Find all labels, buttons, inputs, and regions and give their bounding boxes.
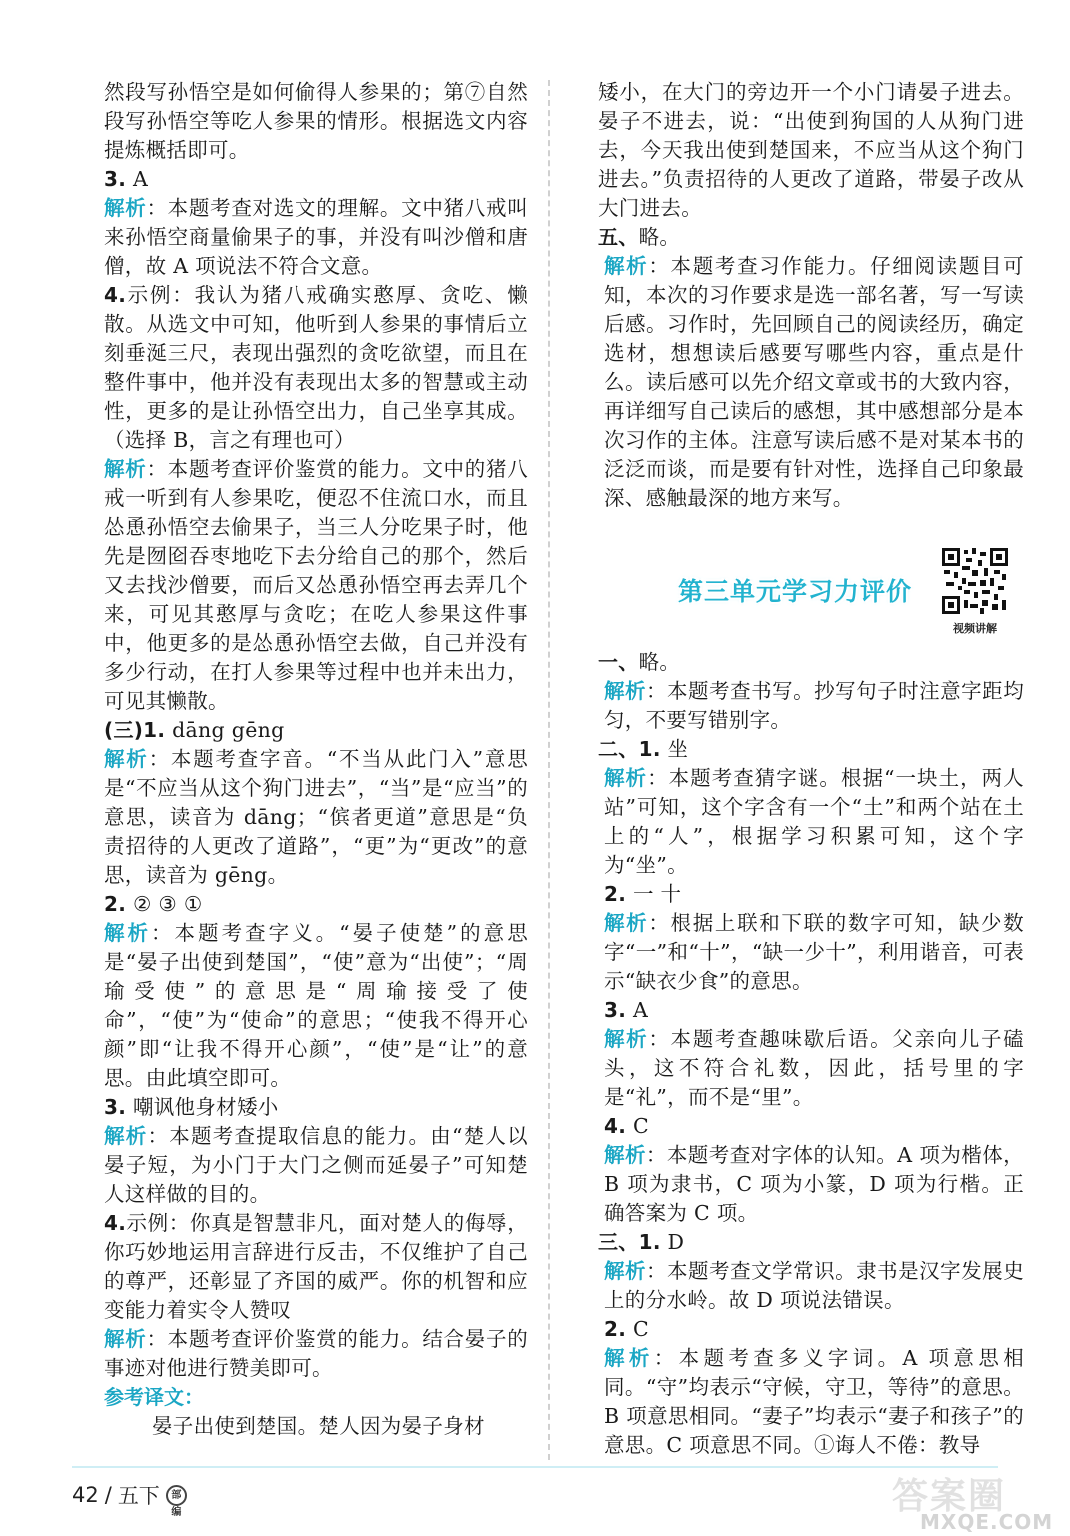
analysis-text: ：本题考查趣味歇后语。父亲向儿子磕头，这不符合礼数，因此，括号里的字是“礼”，而不是“里”。 xyxy=(604,1027,1024,1109)
question-number: 3. xyxy=(104,1095,127,1119)
answer-line xyxy=(598,648,1024,677)
analysis-line xyxy=(598,1344,1024,1460)
watermark-en: MXQE.COM xyxy=(920,1510,1054,1534)
answer-text: 示例：你真是智慧非凡，面对楚人的侮辱，你巧妙地运用言辞进行反击，不仅维护了自己的尊严，还彰显了齐国的威严。你的机智和应变能力着实令人赞叹 xyxy=(104,1211,528,1322)
analysis-label: 解析 xyxy=(604,911,649,935)
answer-line xyxy=(104,281,528,455)
analysis-text: ：本题考查字音。“不当从此门入”意思是“不应当从这个狗门进去”，“当”是“应当”的意思，读音为 dāng；“傧者更道”意思是“负责招待的人更改了道路”，“更”为“更改”的意思，读音为 gēng。 xyxy=(104,747,529,887)
question-number: 2. xyxy=(604,1317,627,1341)
answer-line xyxy=(598,1315,1024,1344)
analysis-label: 解析 xyxy=(604,1027,649,1051)
answer-text: ② ③ ① xyxy=(126,892,203,916)
answer-line xyxy=(598,996,1024,1025)
analysis-text: ：本题考查对选文的理解。文中猪八戒叫来孙悟空商量偷果子的事，并没有叫沙僧和唐僧，故 A 项说法不符合文意。 xyxy=(104,196,528,278)
qr-label: 视频讲解 xyxy=(953,622,997,635)
answer-line xyxy=(598,1228,1024,1257)
analysis-text: ：本题考查习作能力。仔细阅读题目可知，本次的习作要求是选一部名著，写一写读后感。习作时，先回顾自己的阅读经历，确定选材，想想读后感要写哪些内容，重点是什么。读后感可以先介绍文章或书的大致内容，再详细写自己读后的感想，其中感想部分是本次习作的主体。注意写读后感不是对某本书的泛泛而谈，而是要有针对性，选择自己印象最深、感触最深的地方来写。 xyxy=(604,254,1024,510)
answer-text: D xyxy=(660,1230,685,1254)
analysis-line xyxy=(104,919,528,1093)
section-title: 第三单元学习力评价 xyxy=(677,577,912,606)
answer-line xyxy=(104,1209,528,1325)
analysis-line xyxy=(104,745,528,890)
analysis-text: ：本题考查书写。抄写句子时注意字距均匀，不要写错别字。 xyxy=(604,679,1024,732)
edition-badge: 部编 xyxy=(166,1485,187,1506)
translation-text: 晏子出使到楚国。楚人因为晏子身材 xyxy=(152,1414,485,1438)
analysis-label: 解析 xyxy=(604,1346,654,1370)
answer-text: dāng gēng xyxy=(165,718,285,742)
question-number: 三、1. xyxy=(598,1230,661,1254)
answer-text: 示例：我认为猪八戒确实憨厚、贪吃、懒散。从选文中可知，他听到人参果的事情后立刻垂涎三尺，表现出强烈的贪吃欲望，而且在整件事中，他并没有表现出太多的智慧或主动性，更多的是让孙悟空出力，自己坐享其成。（选择 B，言之有理也可） xyxy=(104,283,528,452)
answer-text: A xyxy=(126,167,149,191)
analysis-label: 解析 xyxy=(104,1124,148,1148)
analysis-line xyxy=(104,1325,528,1383)
analysis-text: ：本题考查评价鉴赏的能力。结合晏子的事迹对他进行赞美即可。 xyxy=(104,1327,528,1380)
analysis-text: ：本题考查多义字词。A 项意思相同。“守”均表示“守候，守卫，等待”的意思。B 项意思相同。“妻子”均表示“妻子和孩子”的意思。C 项意思不同。①诲人不倦：教导 xyxy=(604,1346,1024,1457)
question-number: 3. xyxy=(104,167,127,191)
analysis-line xyxy=(104,194,528,281)
answer-line xyxy=(104,890,528,919)
left-column xyxy=(104,78,528,1441)
qr-code-icon[interactable] xyxy=(942,548,1008,614)
body-text: 然段写孙悟空是如何偷得人参果的；第⑦自然段写孙悟空等吃人参果的情形。根据选文内容提炼概括即可。 xyxy=(104,80,528,162)
right-column-bottom xyxy=(598,648,1024,1460)
analysis-label: 解析 xyxy=(604,766,648,790)
analysis-text: ：本题考查评价鉴赏的能力。文中的猪八戒一听到有人参果吃，便忍不住流口水，而且怂恿孙悟空去偷果子，当三人分吃果子时，他先是囫囵吞枣地吃下去分给自己的那个，然后又去找沙僧要，而后又怂恿孙悟空再去弄几个来，可见其憨厚与贪吃；在吃人参果这件事中，他更多的是怂恿孙悟空去做，自己并没有多少行动，在打人参果等过程中也并未出力，可见其懒散。 xyxy=(104,457,528,713)
right-column-top xyxy=(598,78,1024,513)
answer-line xyxy=(598,1112,1024,1141)
column-divider xyxy=(548,80,550,1460)
question-number: 4. xyxy=(604,1114,627,1138)
answer-line xyxy=(104,165,528,194)
analysis-text: ：根据上联和下联的数字可知，缺少数字“一”和“十”，“缺一少十”，利用谐音，可表示“缺衣少食”的意思。 xyxy=(604,911,1024,993)
analysis-line xyxy=(598,1025,1024,1112)
analysis-line xyxy=(598,252,1024,513)
analysis-text: ：本题考查对字体的认知。A 项为楷体，B 项为隶书，C 项为小篆，D 项为行楷。正确答案为 C 项。 xyxy=(604,1143,1024,1225)
analysis-label: 解析 xyxy=(604,679,647,703)
question-number: 4. xyxy=(104,283,127,307)
analysis-line xyxy=(598,1141,1024,1228)
answer-text: C xyxy=(626,1317,649,1341)
page-number: 42 xyxy=(72,1483,99,1507)
question-number: 2. xyxy=(104,892,127,916)
answer-text: 略。 xyxy=(638,650,681,674)
analysis-text: ：本题考查字义。“晏子使楚”的意思是“晏子出使到楚国”，“使”意为“出使”；“周瑜受使”的意思是“周瑜接受了使命”，“使”为“使命”的意思；“使我不得开心颜”即“让我不得开心颜”，“使”是“让”的意思。由此填空即可。 xyxy=(104,921,528,1090)
analysis-label: 解析 xyxy=(604,1143,646,1167)
question-number: (三)1. xyxy=(104,718,166,742)
analysis-line xyxy=(598,1257,1024,1315)
analysis-label: 解析 xyxy=(104,1327,147,1351)
footer-rule xyxy=(72,1466,998,1468)
analysis-label: 解析 xyxy=(604,1259,647,1283)
analysis-line xyxy=(104,455,528,716)
answer-text: C xyxy=(626,1114,649,1138)
analysis-label: 解析 xyxy=(104,457,147,481)
analysis-label: 解析 xyxy=(104,196,147,220)
answer-line xyxy=(598,223,1024,252)
answer-text: 略。 xyxy=(638,225,681,249)
analysis-label: 解析 xyxy=(104,921,152,945)
question-number: 五、 xyxy=(598,225,639,249)
question-number: 3. xyxy=(604,998,627,1022)
footer-separator: / xyxy=(104,1483,112,1507)
analysis-line xyxy=(598,677,1024,735)
analysis-line xyxy=(598,764,1024,880)
watermark-cn: 答案圈 xyxy=(892,1476,1007,1517)
answer-text: A xyxy=(626,998,649,1022)
question-number: 一、 xyxy=(598,650,639,674)
page-footer xyxy=(72,1480,187,1518)
analysis-label: 解析 xyxy=(104,747,149,771)
analysis-label: 解析 xyxy=(604,254,649,278)
grade-label: 五下 xyxy=(117,1484,160,1508)
answer-text: 嘲讽他身材矮小 xyxy=(126,1095,279,1119)
analysis-line xyxy=(598,909,1024,996)
reference-translation-label: 参考译文： xyxy=(104,1385,204,1409)
analysis-text: ：本题考查猜字谜。根据“一块土，两人站”可知，这个字含有一个“土”和两个站在土上的“人”，根据学习积累可知，这个字为“坐”。 xyxy=(604,766,1024,877)
analysis-text: ：本题考查文学常识。隶书是汉字发展史上的分水岭。故 D 项说法错误。 xyxy=(604,1259,1024,1312)
answer-text: 坐 xyxy=(660,737,689,761)
watermark xyxy=(876,1470,1066,1534)
analysis-line xyxy=(104,1122,528,1209)
question-number: 2. xyxy=(604,882,627,906)
answer-line xyxy=(104,1093,528,1122)
question-number: 二、1. xyxy=(598,737,661,761)
answer-line xyxy=(598,735,1024,764)
question-number: 4. xyxy=(104,1211,127,1235)
answer-line xyxy=(598,880,1024,909)
body-text: 矮小，在大门的旁边开一个小门请晏子进去。晏子不进去，说：“出使到狗国的人从狗门进去，今天我出使到楚国来，不应当从这个狗门进去。”负责招待的人更改了道路，带晏子改从大门进去。 xyxy=(598,80,1024,220)
analysis-text: ：本题考查提取信息的能力。由“楚人以晏子短，为小门于大门之侧而延晏子”可知楚人这样做的目的。 xyxy=(104,1124,528,1206)
answer-line xyxy=(104,716,528,745)
answer-text: 一 十 xyxy=(626,882,682,906)
